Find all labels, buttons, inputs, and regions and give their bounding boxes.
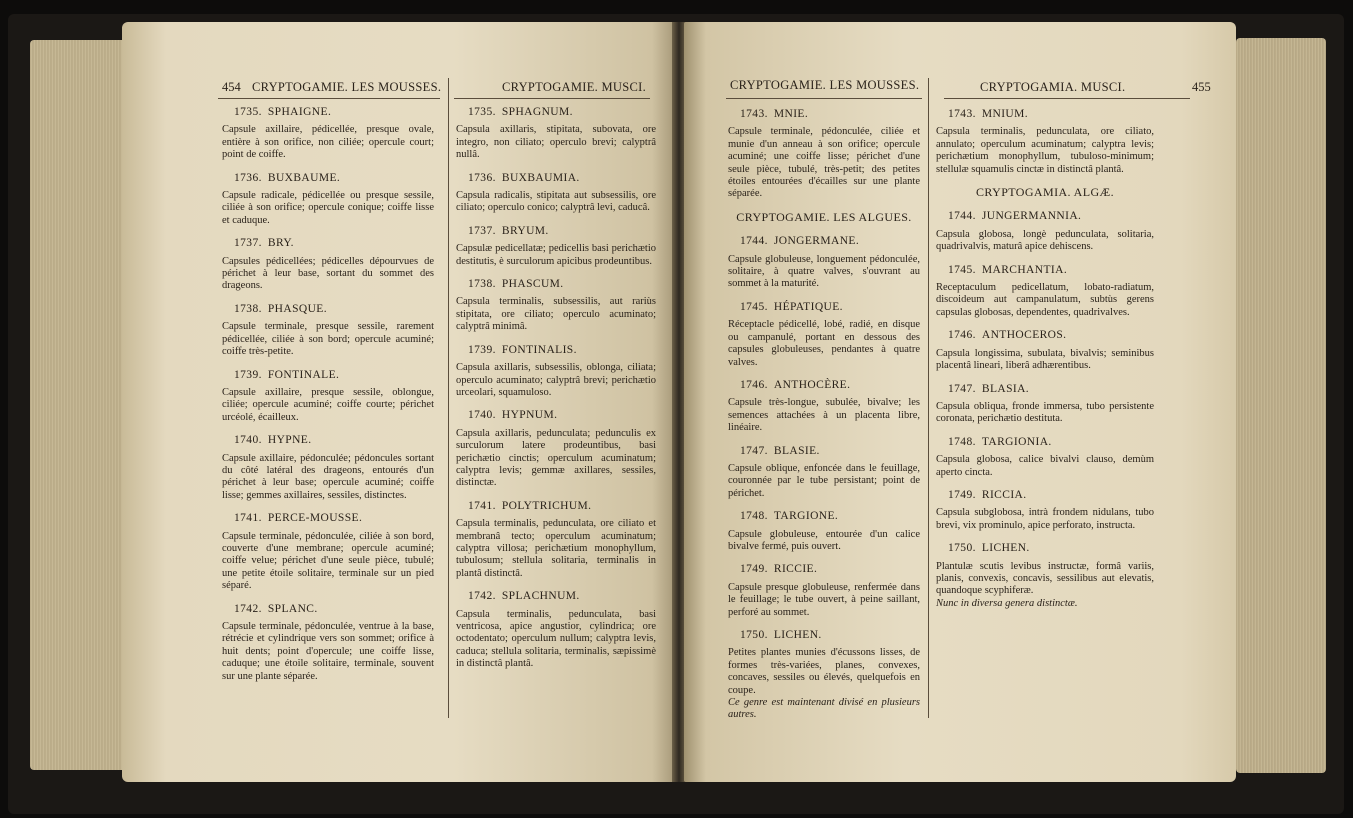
genus-number: 1739. [234, 368, 262, 381]
genus-number: 1746. [948, 329, 976, 342]
genus-name: RICCIA. [981, 488, 1027, 501]
genus-description: Capsula terminalis, pedunculata, ore ciliato et membranâ tecto; operculum acuminatum; calyptra villosa; perichætium monophyllum, tubulosum; stellula solitaria, terminalis in plantâ distinctâ. [456, 518, 656, 579]
genus-description: Capsule axillaire, presque sessile, oblongue, ciliée; opercule acuminé; coiffe courte; périchet urcéolé, écailleux. [222, 386, 434, 423]
genus-number: 1742. [468, 590, 496, 603]
genus-entry [222, 237, 434, 293]
genus-entry [936, 329, 1154, 372]
genus-title [948, 489, 1154, 501]
right-latin-rule [944, 98, 1190, 99]
genus-entry [456, 278, 656, 334]
genus-description: Petites plantes munies d'écussons lisses, de formes très-variées, planes, convexes, concaves, sessiles ou élevés, quelquefois en coupe. [728, 647, 920, 696]
genus-entry [456, 172, 656, 215]
genus-number: 1748. [948, 435, 976, 448]
genus-name: BRY. [267, 237, 294, 250]
genus-number: 1750. [948, 542, 976, 555]
genus-title [948, 210, 1154, 222]
genus-entry [222, 369, 434, 425]
left-french-column [222, 106, 434, 693]
right-french-column [728, 108, 920, 732]
genus-number: 1735. [234, 106, 262, 118]
genus-entry [222, 172, 434, 228]
genus-name: BUXBAUMIA. [501, 171, 580, 184]
genus-title [468, 590, 656, 602]
genus-title [948, 383, 1154, 395]
genus-number: 1741. [468, 499, 496, 512]
genus-title [234, 237, 434, 249]
genus-description: Capsules pédicellées; pédicelles dépourvues de périchet à leur base, sortant du sommet des drageons. [222, 255, 434, 292]
genus-entry [456, 225, 656, 268]
genus-entry [728, 235, 920, 291]
genus-name: ANTHOCÈRE. [773, 378, 851, 391]
genus-number: 1740. [234, 434, 262, 447]
genus-number: 1749. [740, 563, 768, 576]
left-page-number: 454 [222, 80, 241, 94]
genus-number: 1742. [234, 602, 262, 615]
genus-note: Ce genre est maintenant divisé en plusieurs autres. [728, 697, 920, 721]
genus-description: Capsule axillaire, pédonculée; pédoncules sortant du côté latéral des drageons, entourés d'un périchet à leur base; opercule acuminé; coiffe lisse; gemmes axillaires, sessiles, distinctes. [222, 452, 434, 501]
genus-name: JONGERMANE. [773, 235, 860, 248]
genus-entry [456, 409, 656, 489]
genus-number: 1738. [468, 278, 496, 291]
genus-title [234, 172, 434, 184]
genus-name: FONTINALIS. [501, 343, 577, 356]
genus-entry [456, 500, 656, 580]
genus-name: ANTHOCEROS. [981, 329, 1067, 342]
section-heading: CRYPTOGAMIA. ALGÆ. [976, 185, 1114, 200]
left-french-rule [218, 98, 440, 99]
genus-entry [728, 629, 920, 722]
genus-title [468, 225, 656, 237]
genus-number: 1747. [948, 382, 976, 395]
genus-number: 1748. [740, 510, 768, 523]
genus-description: Capsulæ pedicellatæ; pedicellis basi perichætio destitutis, è surculorum apicibus prodeuntibus. [456, 243, 656, 267]
genus-entry [728, 445, 920, 501]
genus-title [234, 434, 434, 446]
genus-number: 1747. [740, 444, 768, 457]
genus-description: Capsula subglobosa, intrà frondem nidulans, tubo brevi, vix prominulo, apice perforato, instructa. [936, 507, 1154, 531]
genus-entry [936, 489, 1154, 532]
genus-name: PERCE-MOUSSE. [267, 512, 363, 525]
genus-number: 1737. [234, 237, 262, 250]
genus-name: POLYTRICHUM. [501, 499, 592, 512]
genus-number: 1743. [740, 108, 768, 120]
genus-title [234, 303, 434, 315]
genus-name: MNIE. [773, 108, 809, 120]
genus-number: 1736. [234, 171, 262, 184]
genus-number: 1745. [948, 263, 976, 276]
genus-title [740, 445, 920, 457]
genus-name: SPHAIGNE. [267, 106, 332, 118]
genus-name: JUNGERMANNIA. [981, 210, 1082, 223]
genus-number: 1745. [740, 300, 768, 313]
genus-description: Receptaculum pedicellatum, lobato-radiatum, discoideum aut campanulatum, subtùs gerens capsulas globosas, dependentes, quadrivalves. [936, 282, 1154, 318]
genus-title [948, 329, 1154, 341]
genus-description: Capsula axillaris, subsessilis, oblonga, ciliata; operculo acuminato; calyptrâ brevi; perichætio urceolari, squamuloso. [456, 362, 656, 398]
genus-name: BRYUM. [501, 224, 549, 237]
genus-title [234, 106, 434, 118]
genus-number: 1739. [468, 343, 496, 356]
genus-number: 1740. [468, 409, 496, 422]
genus-description: Capsula globosa, calice bivalvi clauso, demùm aperto cincta. [936, 454, 1154, 478]
genus-entry [936, 264, 1154, 320]
right-page [684, 22, 1236, 782]
genus-title [234, 369, 434, 381]
genus-title [740, 629, 920, 641]
genus-entry [222, 434, 434, 502]
right-column-divider [928, 78, 929, 718]
genus-description: Plantulæ scutis levibus instructæ, formâ variis, planis, convexis, concavis, sessilibus aut elevatis, quandoque scyphiferæ. [936, 560, 1154, 597]
genus-description: Capsule très-longue, subulée, bivalve; les semences attachées à un placenta libre, linéaire. [728, 397, 920, 434]
genus-name: BLASIE. [773, 444, 820, 457]
genus-description: Capsule axillaire, pédicellée, presque ovale, entière à son orifice, non ciliée; opercule court; point de coiffe. [222, 124, 434, 161]
left-column-divider [448, 78, 449, 718]
genus-number: 1743. [948, 108, 976, 120]
genus-title [740, 510, 920, 522]
left-page-edges [30, 40, 126, 770]
left-latin-rule [454, 98, 650, 99]
genus-title [468, 278, 656, 290]
genus-number: 1736. [468, 171, 496, 184]
genus-title [468, 172, 656, 184]
genus-title [468, 500, 656, 512]
genus-name: HYPNE. [267, 434, 312, 447]
genus-description: Capsula axillaris, pedunculata; pedunculis ex surculorum latere prodeuntibus, basi perichætio cinctis; operculum acuminatum; calyptra levis; gemmæ axillares, sessiles, distinctæ. [456, 427, 656, 489]
genus-name: PHASQUE. [267, 302, 327, 315]
genus-entry [936, 108, 1154, 176]
genus-description: Réceptacle pédicellé, lobé, radié, en disque ou campanulé, portant en dessous des capsules globuleuses, pendantes à quatre valves. [728, 319, 920, 368]
genus-description: Capsula globosa, longè pedunculata, solitaria, quadrivalvis, maturâ apice dehiscens. [936, 228, 1154, 253]
genus-title [740, 235, 920, 247]
genus-name: TARGIONIA. [981, 435, 1052, 448]
genus-entry [728, 510, 920, 553]
genus-name: LICHEN. [981, 542, 1030, 555]
genus-description: Capsule globuleuse, longuement pédonculée, solitaire, à quatre valves, s'ouvrant au sommet à la maturité. [728, 253, 920, 290]
left-page [122, 22, 674, 782]
genus-name: TARGIONE. [773, 510, 839, 523]
genus-title [740, 108, 920, 120]
genus-name: RICCIE. [773, 563, 818, 576]
genus-entry [456, 590, 656, 670]
genus-title [234, 512, 434, 524]
genus-title [740, 563, 920, 575]
right-french-rule [726, 98, 922, 99]
genus-name: SPHAGNUM. [501, 106, 573, 118]
genus-title [468, 344, 656, 356]
genus-name: LICHEN. [773, 629, 822, 641]
genus-title [740, 379, 920, 391]
genus-entry [222, 512, 434, 592]
genus-entry [222, 303, 434, 359]
left-latin-header: CRYPTOGAMIE. MUSCI. [502, 80, 647, 94]
genus-description: Capsula terminalis, subsessilis, aut rariùs stipitata, ore ciliato; operculo acuminato; calyptrâ minimâ. [456, 296, 656, 333]
right-page-number: 455 [1192, 80, 1211, 94]
genus-description: Capsule terminale, presque sessile, rarement pédicellée, ciliée à son bord; opercule acuminé; coiffe très-petite. [222, 321, 434, 358]
genus-title [948, 542, 1154, 554]
genus-description: Capsula terminalis, pedunculata, basi ventricosa, apice angustior, cylindrica; ore octodentato; operculum nullum; calyptra levis, caduca; stellula solitaria, terminalis, sæpissimè in distinctâ plantâ. [456, 608, 656, 670]
genus-description: Capsula longissima, subulata, bivalvis; seminibus placentâ lineari, liberâ adhærentibus. [936, 347, 1154, 372]
genus-name: FONTINALE. [267, 368, 340, 381]
genus-entry [456, 106, 656, 162]
right-latin-column [936, 108, 1154, 620]
genus-number: 1735. [468, 106, 496, 118]
genus-description: Capsule radicale, pédicellée ou presque sessile, ciliée à son orifice; opercule conique; coiffe lisse et caduque. [222, 190, 434, 226]
genus-entry [222, 106, 434, 162]
genus-number: 1746. [740, 378, 768, 391]
genus-number: 1744. [948, 210, 976, 223]
genus-entry [728, 379, 920, 435]
genus-name: BLASIA. [981, 382, 1030, 395]
section-heading: CRYPTOGAMIE. LES ALGUES. [736, 209, 912, 224]
genus-name: MARCHANTIA. [981, 263, 1068, 276]
genus-entry [728, 108, 920, 201]
right-page-edges [1236, 38, 1326, 773]
genus-description: Capsule presque globuleuse, renfermée dans le feuillage; le tube ouvert, à peine saillant, perforé au sommet. [728, 581, 920, 618]
genus-entry [728, 563, 920, 619]
genus-name: BUXBAUME. [267, 171, 341, 184]
genus-name: SPLACHNUM. [501, 590, 580, 603]
genus-description: Capsule terminale, pédonculée, ciliée à son bord, couverte d'une membrane; opercule acuminé; coiffe velue; périchet d'une seule pièce, tubulé; une petite étoile solitaire, terminale sur un pied séparé. [222, 530, 434, 592]
genus-title [740, 301, 920, 313]
genus-description: Capsula radicalis, stipitata aut subsessilis, ore ciliato; operculo conico; calyptrâ levi, caducâ. [456, 190, 656, 214]
genus-name: HÉPATIQUE. [773, 300, 843, 313]
genus-description: Capsule terminale, pédonculée, ciliée et munie d'un anneau à son orifice; opercule acuminé; une coiffe lisse; périchet d'une seule pièce, tubulé, très-petit; des petites étoiles entourées d'écailles sur une plante séparée. [728, 126, 920, 200]
genus-entry [222, 603, 434, 683]
genus-entry [936, 436, 1154, 479]
genus-title [948, 436, 1154, 448]
genus-number: 1750. [740, 629, 768, 641]
genus-entry [728, 301, 920, 369]
genus-description: Capsule terminale, pédonculée, ventrue à la base, rétrécie et cylindrique vers son sommet; orifice à huit dents; point d'opercule; une coiffe lisse, caduque; une étoile solitaire, terminale, souvent sur une plante séparée. [222, 621, 434, 682]
genus-title [234, 603, 434, 615]
genus-name: MNIUM. [981, 108, 1029, 120]
genus-entry [936, 210, 1154, 253]
genus-description: Capsule oblique, enfoncée dans le feuillage, couronnée par le tube persistant; point de périchet. [728, 462, 920, 499]
genus-entry [456, 344, 656, 400]
genus-description: Capsule globuleuse, entourée d'un calice bivalve fermé, puis ouvert. [728, 528, 920, 552]
genus-number: 1737. [468, 224, 496, 237]
left-french-header: CRYPTOGAMIE. LES MOUSSES. [252, 80, 442, 94]
genus-title [948, 264, 1154, 276]
genus-number: 1744. [740, 235, 768, 248]
genus-description: Capsula axillaris, stipitata, subovata, ore integro, non ciliato; operculo brevi; calyptrâ nullâ. [456, 124, 656, 161]
genus-name: PHASCUM. [501, 278, 564, 291]
genus-title [948, 108, 1154, 120]
genus-name: HYPNUM. [501, 409, 558, 422]
genus-description: Capsula terminalis, pedunculata, ore ciliato, annulato; operculum acuminatum; calyptra levis; perichætium monophyllum, tubuloso-minimum; stellulæ squamulis cinctæ in distinctâ plantâ. [936, 126, 1154, 175]
genus-number: 1749. [948, 488, 976, 501]
genus-number: 1738. [234, 302, 262, 315]
genus-description: Capsula obliqua, fronde immersa, tubo persistente coronata, perichætio destituta. [936, 400, 1154, 425]
right-french-header: CRYPTOGAMIE. LES MOUSSES. [730, 78, 920, 92]
genus-title [468, 106, 656, 118]
genus-title [468, 409, 656, 421]
genus-note: Nunc in diversa genera distinctæ. [936, 597, 1078, 609]
genus-entry [936, 542, 1154, 610]
genus-number: 1741. [234, 512, 262, 525]
left-latin-column [456, 106, 656, 681]
genus-entry [936, 383, 1154, 426]
genus-name: SPLANC. [267, 602, 318, 615]
right-latin-header: CRYPTOGAMIA. MUSCI. [980, 80, 1126, 94]
